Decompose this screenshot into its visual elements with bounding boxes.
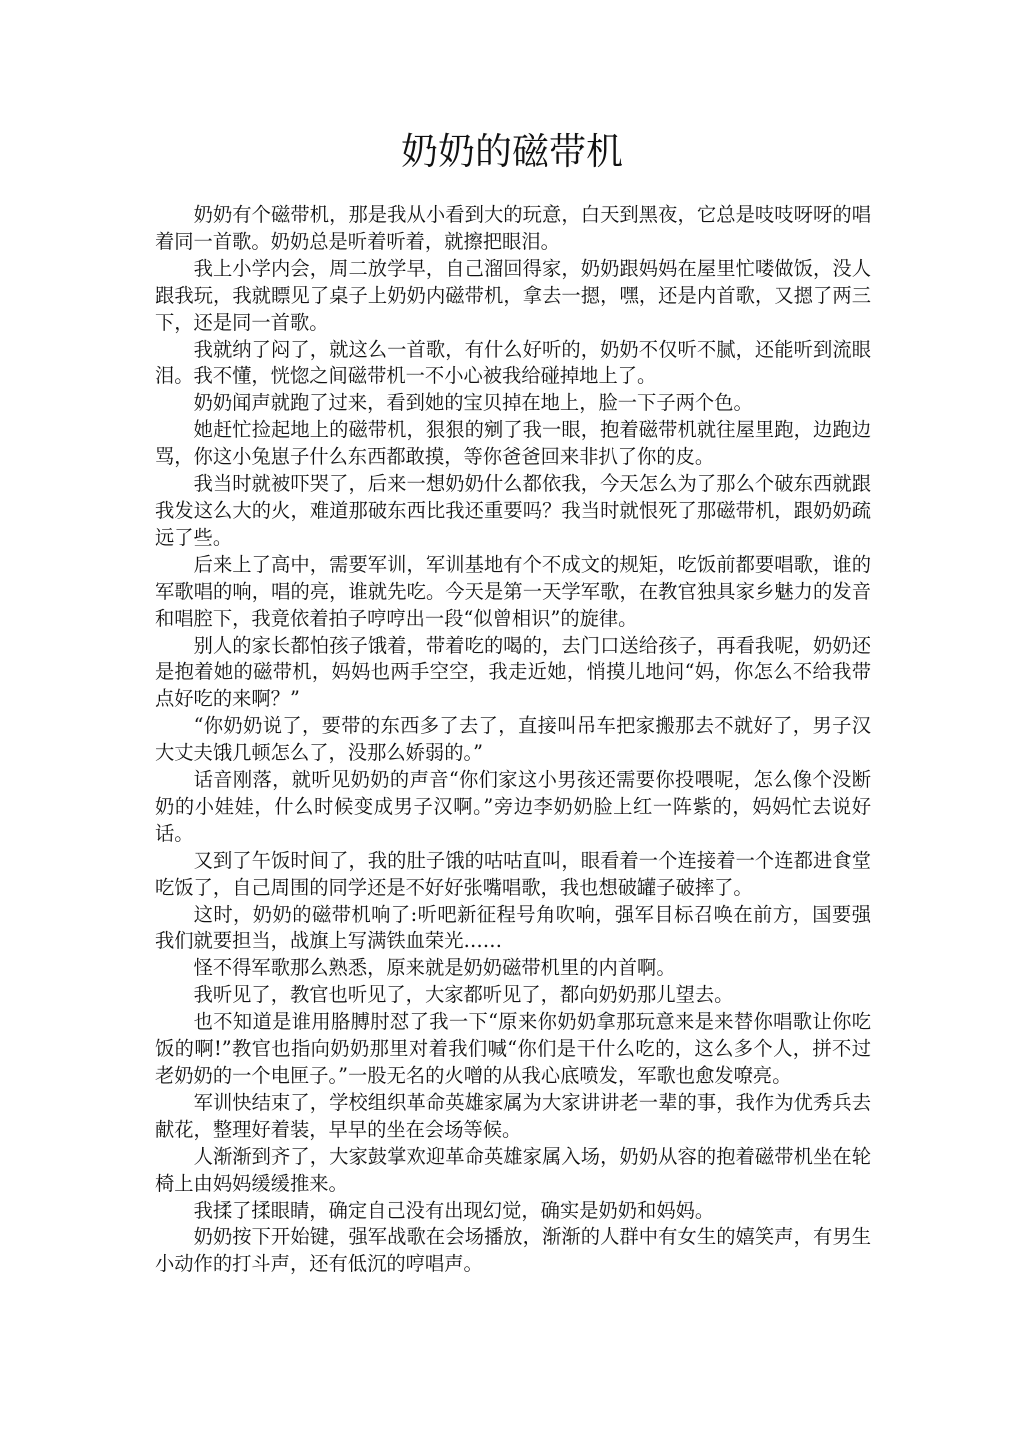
paragraph: 又到了午饭时间了，我的肚子饿的咕咕直叫，眼看着一个连接着一个连都进食堂吃饭了，自己周围的同学还是不好好张嘴唱歌，我也想破罐子破摔了。: [155, 848, 871, 899]
paragraph: 我上小学内会，周二放学早，自己溜回得家，奶奶跟妈妈在屋里忙喽做饭，没人跟我玩，我就瞟见了桌子上奶奶内磁带机，拿去一摁，嘿，还是内首歌，又摁了两三下，还是同一首歌。: [155, 256, 871, 334]
paragraph: “你奶奶说了，要带的东西多了去了，直接叫吊车把家搬那去不就好了，男子汉大丈夫饿几顿怎么了，没那么娇弱的。”: [155, 714, 871, 765]
paragraph: 奶奶按下开始键，强军战歌在会场播放，渐渐的人群中有女生的嬉笑声，有男生小动作的打斗声，还有低沉的哼唱声。: [155, 1225, 871, 1276]
paragraph: 我就纳了闷了，就这么一首歌，有什么好听的，奶奶不仅听不腻，还能听到流眼泪。我不懂，恍惚之间磁带机一不小心被我给碰掉地上了。: [155, 337, 871, 388]
paragraph: 奶奶闻声就跑了过来，看到她的宝贝掉在地上，脸一下子两个色。: [193, 391, 753, 415]
paragraph: 我当时就被吓哭了，后来一想奶奶什么都依我，今天怎么为了那么个破东西就跟我发这么大的火，难道那破东西比我还重要吗？我当时就恨死了那磁带机，跟奶奶疏远了些。: [155, 472, 871, 549]
paragraph: 也不知道是谁用胳膊肘怼了我一下“原来你奶奶拿那玩意来是来替你唱歌让你吃饭的啊!”教官也指向奶奶那里对着我们喊“你们是干什么吃的，这么多个人，拼不过老奶奶的一个电匣子。”一股无名的火噌的从我心底喷发，军歌也愈发嘹亮。: [155, 1010, 871, 1087]
paragraph: 我听见了，教官也听见了，大家都听见了，都向奶奶那儿望去。: [193, 983, 734, 1007]
document-body: [155, 202, 871, 1278]
paragraph: 别人的家长都怕孩子饿着，带着吃的喝的，去门口送给孩子，再看我呢，奶奶还是抱着她的磁带机，妈妈也两手空空，我走近她，悄摸儿地问“妈，你怎么不给我带点好吃的来啊？”: [155, 633, 871, 711]
paragraph: 怪不得军歌那么熟悉，原来就是奶奶磁带机里的内首啊。: [193, 956, 676, 980]
document-title: 奶奶的磁带机: [401, 130, 623, 173]
paragraph: 这时，奶奶的磁带机响了:听吧新征程号角吹响，强军目标召唤在前方，国要强我们就要担当，战旗上写满铁血荣光……: [155, 902, 871, 953]
paragraph: 军训快结束了，学校组织革命英雄家属为大家讲讲老一辈的事，我作为优秀兵去献花，整理好着装，早早的坐在会场等候。: [155, 1090, 871, 1141]
paragraph: 后来上了高中，需要军训，军训基地有个不成文的规矩，吃饭前都要唱歌，谁的军歌唱的响，唱的亮，谁就先吃。今天是第一天学军歌，在教官独具家乡魅力的发音和唱腔下，我竟依着拍子哼哼出一段“似曾相识”的旋律。: [155, 552, 871, 630]
paragraph: 人渐渐到齐了，大家鼓掌欢迎革命英雄家属入场，奶奶从容的抱着磁带机坐在轮椅上由妈妈缓缓推来。: [155, 1144, 871, 1195]
paragraph: 我揉了揉眼睛，确定自己没有出现幻觉，确实是奶奶和妈妈。: [193, 1198, 715, 1222]
paragraph: 她赶忙捡起地上的磁带机，狠狠的剜了我一眼，抱着磁带机就往屋里跑，边跑边骂，你这小兔崽子什么东西都敢摸，等你爸爸回来非扒了你的皮。: [155, 418, 871, 469]
paragraph: 奶奶有个磁带机，那是我从小看到大的玩意，白天到黑夜，它总是吱吱呀呀的唱着同一首歌。奶奶总是听着听着，就擦把眼泪。: [155, 203, 871, 253]
paragraph: 话音刚落，就听见奶奶的声音“你们家这小男孩还需要你投喂呢，怎么像个没断奶的小娃娃，什么时候变成男子汉啊。”旁边李奶奶脸上红一阵紫的，妈妈忙去说好话。: [155, 768, 871, 845]
